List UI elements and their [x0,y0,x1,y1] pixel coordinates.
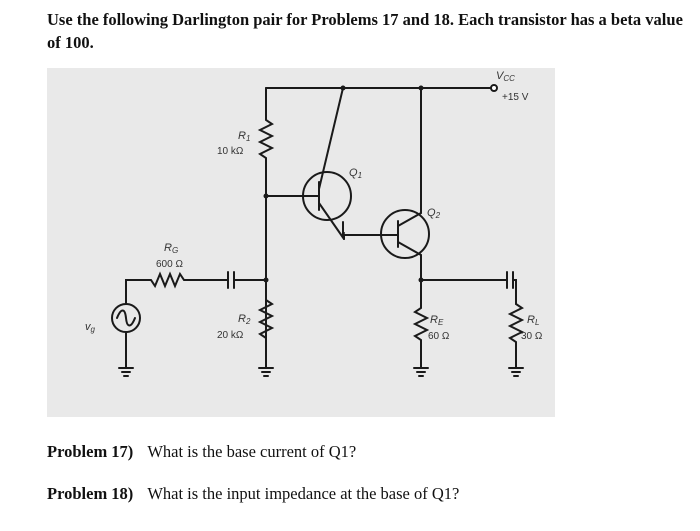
problem-17 [47,442,356,462]
darlington-circuit-figure [47,68,555,417]
q2-label: Q2 [427,207,441,220]
problem-18-number: Problem 18) [47,484,134,503]
rg-value: 600 Ω [156,259,183,270]
re-value: 60 Ω [428,331,450,342]
r2-value: 20 kΩ [217,330,244,341]
vcc-label: VCC [496,70,515,83]
rl-value: 30 Ω [521,331,543,342]
circuit-schematic [47,68,555,417]
r1-value: 10 kΩ [217,146,244,157]
q1-label: Q1 [349,167,363,180]
problem-18 [47,484,459,504]
vg-label: vg [85,321,95,334]
problem-17-number: Problem 17) [47,442,134,461]
instructions-text: Use the following Darlington pair for Problems 17 and 18. Each transistor has a beta value of 100. [47,10,683,52]
rl-name: RL [527,314,540,327]
r1-name: R1 [238,130,251,143]
figure-background [47,68,555,417]
r2-name: R2 [238,313,251,326]
problem-18-question: What is the input impedance at the base of Q1? [147,484,460,503]
vcc-value: +15 V [502,92,529,103]
vcc-terminal [491,85,497,91]
rg-name: RG [164,242,179,255]
re-name: RE [430,314,444,327]
problem-17-question: What is the base current of Q1? [147,442,357,461]
